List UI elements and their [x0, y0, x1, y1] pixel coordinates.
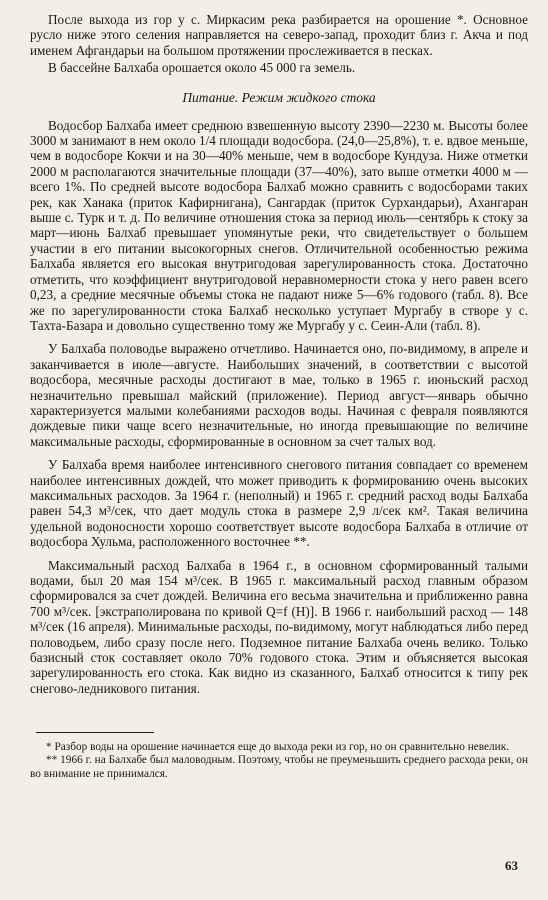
section-body-3 — [30, 457, 528, 549]
paragraph-maximum-discharge: Максимальный расход Балхаба в 1964 г., в основном сформированный талыми водами, был 20 мая 154 м³/сек. В 1965 г. максимальный расход главным образом сформировался за счет дождей. Величина его весьма значительна и приближенно равна 700 м³/сек. [экстраполирована по кривой Q=f (H)]. В 1966 г. наибольший расход — 148 м³/сек (16 апреля). Минимальные расходы, по-видимому, могут наблюдаться либо перед половодьем, либо сразу после него. Подземное питание Балхаба очень велико. Только базисный сток составляет около 70% годового стока. Этим и объясняется высокая зарегулированность его стока. Как видно из сказанного, Балхаб относится к типу рек снегово-ледникового питания. — [30, 557, 528, 696]
paragraph-irrigated-area: В бассейне Балхаба орошается около 45 000 га земель. — [48, 60, 356, 76]
footnote-divider — [36, 732, 154, 733]
footnote-1: * Разбор воды на орошение начинается еще до выхода реки из гор, но он сравнительно невелик. — [46, 741, 510, 754]
section-heading: Питание. Режим жидкого стока — [182, 89, 376, 105]
footnote-2: ** 1966 г. на Балхабе был маловодным. Поэтому, чтобы не преуменьшить среднего расхода реки, он во внимание не принимался. — [30, 754, 528, 780]
intro-text — [30, 12, 528, 76]
paragraph-catchment-height: Водосбор Балхаба имеет среднюю взвешенную высоту 2390—2230 м. Высоты более 3000 м занимают в нем около 1/4 площади водосбора. (24,0—25,8%), т. е. вдвое меньше, чем в водосборе Кокчи и на 30—40% меньше, чем в водосборе Кундуза. Ниже отметки 2000 м располагаются значительные площади (37—40%), зато выше отметки 4000 м — всего 1%. По средней высоте водосбора Балхаб можно сравнить с водосборами таких рек, как Ханака (приток Кафирнигана), Сангардак (приток Сурхандарьи), Ахангаран выше с. Турк и т. д. По величине отношения стока за период июль—сентябрь к стоку за март—июнь Балхаб превышает упомянутые реки, что свидетельствует о большем участии в его питании высокогорных снегов. Отличительной особенностью режима Балхаба является его высокая внутригодовая зарегулированность стока. Достаточно отметить, что коэффициент внутригодовой неравномерности стока у него равен всего 0,23, а средние месячные объемы стока не падают ниже 5—6% годового (табл. 8). Все же по зарегулированности стока Балхаб несколько уступает Мургабу в створе у с. Тахта-Базара и довольно существенно тому же Мургабу у с. Сеин-Али (табл. 8). — [30, 117, 528, 333]
section-body-4 — [30, 558, 528, 697]
paragraph-flood-season: У Балхаба половодье выражено отчетливо. Начинается оно, по-видимому, в апреле и заканчивается в июле—августе. Наибольших значений, в соответствии с высотой водосбора, месячные расходы достигают в мае, только в 1965 г. июньский расход незначительно превышал майский (приложение). Период август—январь обычно характеризуется малыми колебаниями расходов воды. Начиная с февраля появляются дождевые пики чаще всего незначительные, но иногда превышающие по величине максимальные расходы, сформированные в основном за счет талых вод. — [30, 341, 528, 449]
footnotes — [30, 741, 528, 781]
page-number: 63 — [505, 858, 518, 873]
section-body-2 — [30, 341, 528, 449]
paragraph-irrigation-diversion: После выхода из гор у с. Миркасим река разбирается на орошение *. Основное русло ниже этого селения направляется на северо-запад, проходит близ г. Акча и под именем Афгандарьи на большом протяжении прослеживается в песках. — [30, 12, 528, 58]
paragraph-snow-rain-coincidence: У Балхаба время наиболее интенсивного снегового питания совпадает со временем наиболее интенсивных дождей, что может приводить к формированию очень высоких максимальных расходов. За 1964 г. (неполный) и 1965 г. средний расход воды Балхаба равен 54,3 м³/сек, что дает модуль стока в размере 2,9 л/сек км². Такая величина удельной водоносности хорошо соответствует высоте водосбора Балхаба в отличие от водосбора Хульма, расположенного восточнее **. — [30, 457, 528, 550]
section-body — [30, 118, 528, 334]
